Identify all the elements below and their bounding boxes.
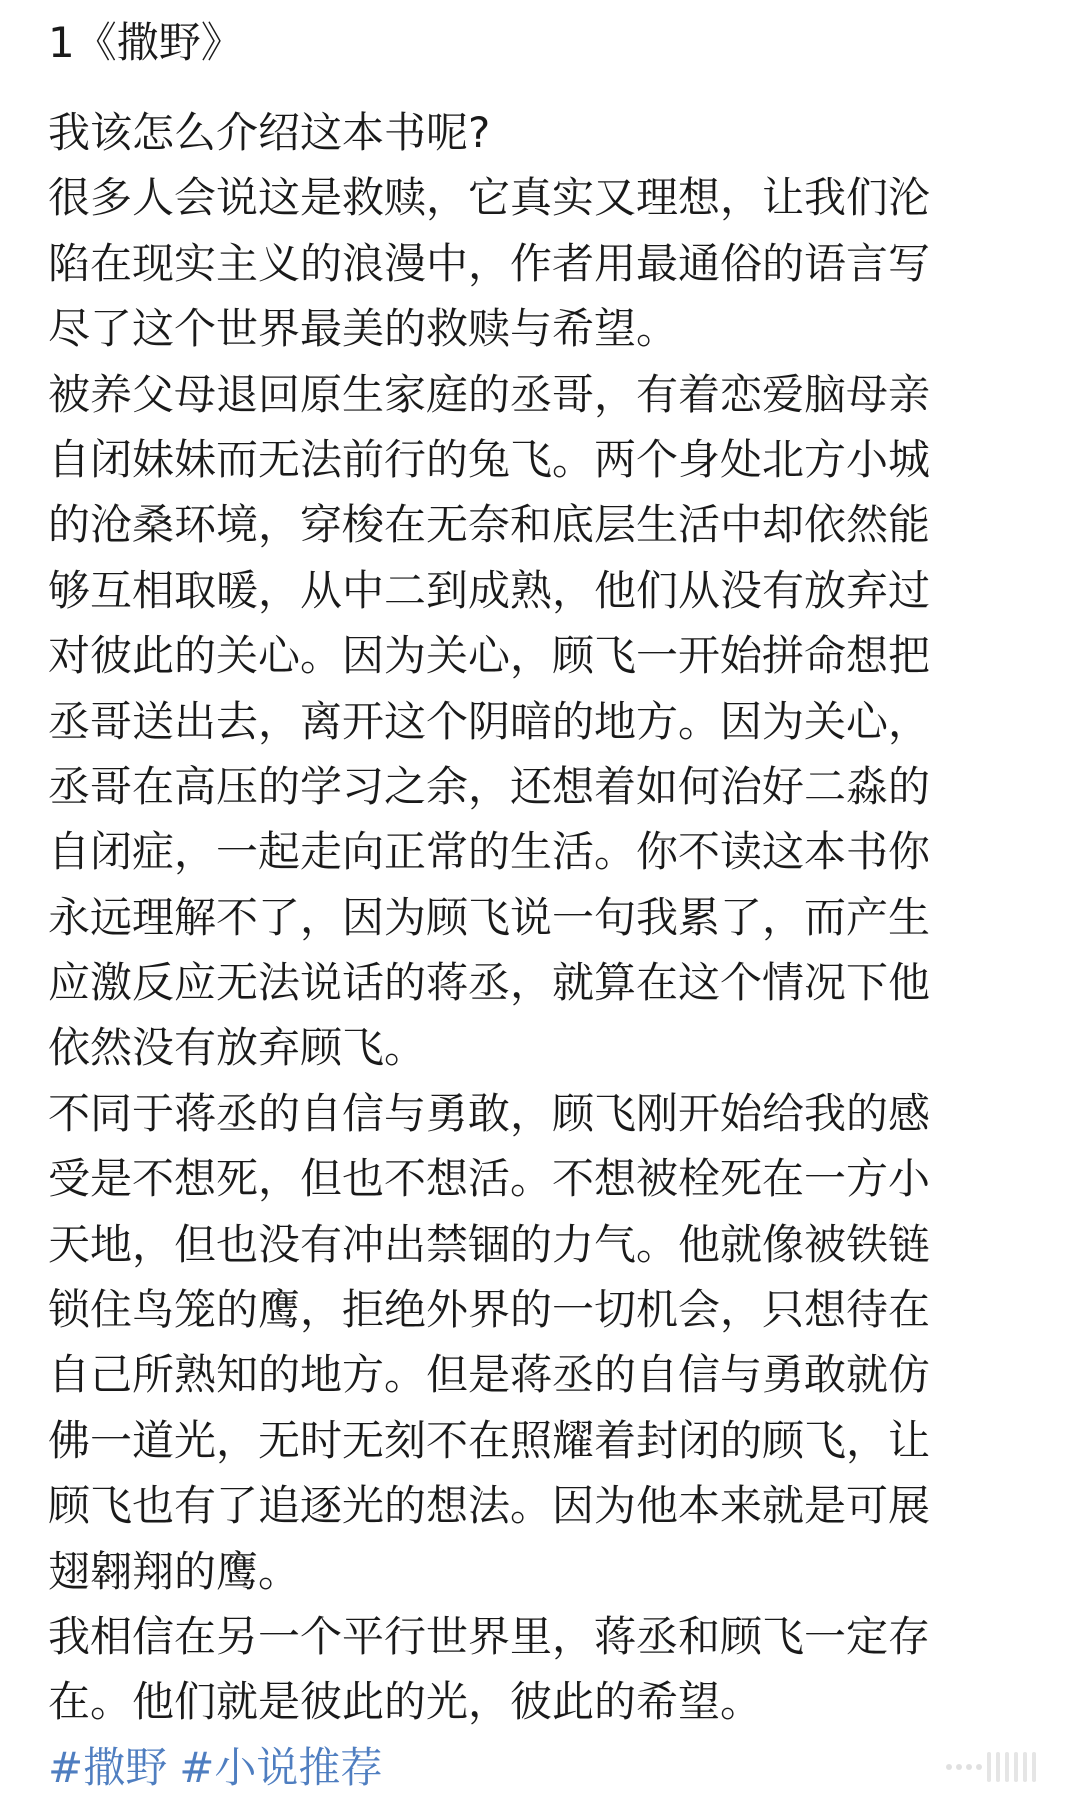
- paragraph: [48, 362, 1040, 1081]
- text-line: 在。他们就是彼此的光，彼此的希望。: [48, 1677, 763, 1727]
- watermark-icon: [946, 1752, 1036, 1782]
- book-title: 1《撒野》: [48, 18, 243, 67]
- text-line: 佛一道光，无时无刻不在照耀着封闭的顾飞，让: [48, 1415, 931, 1465]
- text-line: 自闭症，一起走向正常的生活。你不读这本书你: [48, 827, 931, 877]
- text-line: 被养父母退回原生家庭的丞哥，有着恋爱脑母亲: [48, 369, 931, 419]
- text-line: 锁住鸟笼的鹰，拒绝外界的一切机会，只想待在: [48, 1285, 931, 1335]
- text-line: 我该怎么介绍这本书呢?: [48, 108, 491, 157]
- text-line: 受是不想死，但也不想活。不想被栓死在一方小: [48, 1154, 931, 1204]
- text-line: 丞哥在高压的学习之余，还想着如何治好二淼的: [48, 761, 931, 811]
- text-line: 永远理解不了，因为顾飞说一句我累了，而产生: [48, 892, 931, 942]
- paragraph: [48, 1081, 1040, 1604]
- text-line: 天地，但也没有冲出禁锢的力气。他就像被铁链: [48, 1219, 931, 1269]
- text-line: 不同于蒋丞的自信与勇敢，顾飞刚开始给我的感: [48, 1088, 931, 1138]
- text-line: 应激反应无法说话的蒋丞，就算在这个情况下他: [48, 958, 931, 1008]
- paragraph: [48, 100, 1040, 165]
- text-line: 的沧桑环境，穿梭在无奈和底层生活中却依然能: [48, 500, 931, 550]
- text-line: 陷在现实主义的浪漫中，作者用最通俗的语言写: [48, 238, 931, 288]
- hashtag-link[interactable]: #小说推荐: [179, 1742, 383, 1792]
- text-line: 依然没有放弃顾飞。: [48, 1023, 427, 1073]
- text-line: 我相信在另一个平行世界里，蒋丞和顾飞一定存: [48, 1611, 931, 1661]
- paragraph: [48, 165, 1040, 361]
- text-line: 顾飞也有了追逐光的想法。因为他本来就是可展: [48, 1481, 931, 1531]
- text-line: 自己所熟知的地方。但是蒋丞的自信与勇敢就仿: [48, 1350, 931, 1400]
- text-line: 翅翱翔的鹰。: [48, 1546, 301, 1596]
- text-line: 对彼此的关心。因为关心，顾飞一开始拼命想把: [48, 631, 931, 681]
- text-line: 尽了这个世界最美的救赎与希望。: [48, 304, 679, 354]
- post-paragraphs: [48, 100, 1040, 1735]
- paragraph: [48, 1604, 1040, 1735]
- text-line: 自闭妹妹而无法前行的兔飞。两个身处北方小城: [48, 434, 931, 484]
- text-line: 丞哥送出去，离开这个阴暗的地方。因为关心，: [48, 696, 931, 746]
- hashtag-row: [48, 1735, 1040, 1801]
- hashtag-link[interactable]: #撒野: [48, 1742, 168, 1792]
- text-line: 很多人会说这是救赎，它真实又理想，让我们沦: [48, 173, 931, 223]
- text-line: 够互相取暖，从中二到成熟，他们从没有放弃过: [48, 565, 931, 615]
